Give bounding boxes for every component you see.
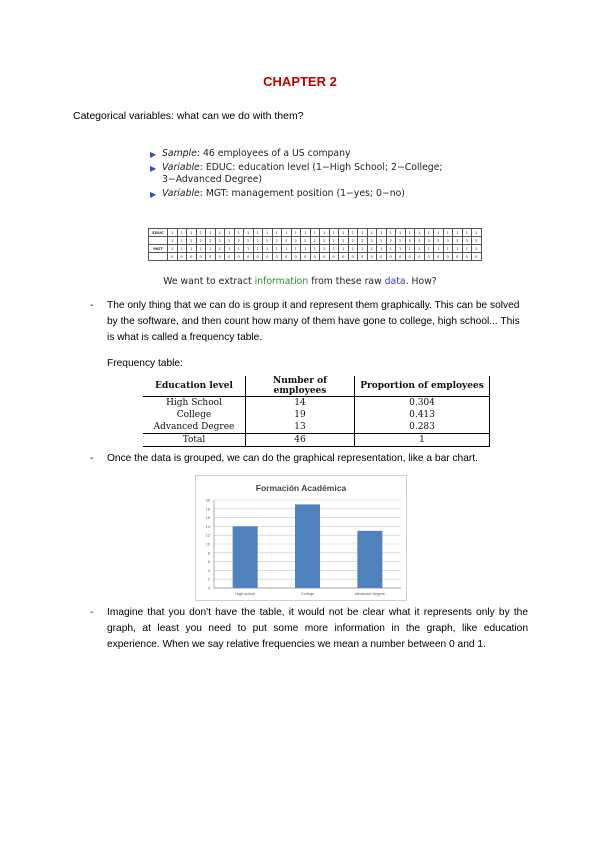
x-tick-label: College [301,592,314,596]
raw-cell: 0 [225,253,235,261]
raw-row-label: MGT [149,245,168,253]
bullet-label: Sample [162,148,197,159]
raw-cell: 1 [225,245,235,253]
raw-cell: 3 [415,237,425,245]
want-pre: We want to extract [163,276,255,287]
x-tick-label: High school [235,592,256,596]
raw-cell: 2 [272,237,282,245]
raw-cell: 0 [462,253,472,261]
raw-cell: 2 [377,237,387,245]
raw-cell: 0 [206,253,216,261]
bullet-triangle-icon: ▶ [150,150,157,159]
freq-cell: 0.283 [409,422,435,432]
freq-cell: 46 [246,434,355,447]
raw-cell: 2 [263,237,273,245]
raw-cell: 1 [443,245,453,253]
raw-cell: 1 [424,229,434,237]
want-information: information [254,276,309,287]
chapter-title: CHAPTER 2 [263,74,337,89]
raw-cell: 1 [187,245,197,253]
y-tick-label: 14 [205,524,210,529]
raw-cell: 0 [424,253,434,261]
raw-cell: 0 [301,253,311,261]
freq-cell: Total [143,434,246,447]
freq-header: Education level [143,376,246,397]
bullet-sample [150,148,470,160]
bullet-text: : EDUC: education level (1−High School; 2−College; [199,162,443,173]
raw-cell: 1 [339,229,349,237]
raw-cell: 0 [196,253,206,261]
frequency-table-label: Frequency table: [107,358,183,369]
raw-cell: 1 [405,245,415,253]
raw-cell: 1 [367,245,377,253]
freq-cell: 0.413 [409,410,435,420]
want-mid: from these raw [308,276,385,287]
raw-cell: 0 [386,253,396,261]
freq-cell: 13 [246,421,355,434]
raw-cell: 1 [386,245,396,253]
freq-header: Number of employees [246,376,355,397]
raw-cell: 0 [405,253,415,261]
raw-cell: 3 [443,237,453,245]
paragraph-text: The only thing that we can do is group it and represent them graphically. This can be solved by the software, and then count how many of them have gone to college, high school... This is what is called a frequency table. [107,300,520,343]
raw-cell: 0 [339,253,349,261]
bullet-text: : 46 employees of a US company [196,148,351,159]
raw-cell: 1 [253,245,263,253]
raw-cell: 0 [367,253,377,261]
raw-cell: 1 [263,229,273,237]
raw-cell: 1 [424,245,434,253]
freq-cell: 19 [246,409,355,421]
bullet-variable-educ [150,162,470,186]
raw-cell: 1 [472,229,482,237]
raw-cell: 2 [386,237,396,245]
y-tick-label: 0 [207,586,210,591]
freq-row [143,421,490,434]
raw-cell: 1 [386,229,396,237]
intro-question: Categorical variables: what can we do with them? [73,110,304,122]
x-tick-label: Advanced Degree [354,592,386,596]
raw-cell: 1 [320,245,330,253]
raw-cell: 0 [377,253,387,261]
bar-chart [195,475,407,601]
paragraph-imagine [90,605,528,653]
raw-cell: 1 [206,245,216,253]
raw-cell: 3 [472,237,482,245]
want-post: . How? [405,276,437,287]
raw-cell: 1 [462,229,472,237]
dash-marker: - [90,453,94,464]
raw-cell: 3 [462,237,472,245]
paragraph-graphical [90,451,528,467]
raw-row-label [149,237,168,245]
raw-cell: 0 [329,253,339,261]
raw-cell: 0 [310,253,320,261]
raw-cell: 3 [434,237,444,245]
raw-cell: 1 [177,229,187,237]
raw-cell: 1 [291,245,301,253]
raw-cell: 1 [358,229,368,237]
freq-header: Proportion of employees [355,376,490,397]
bar [295,504,320,588]
raw-cell: 0 [434,253,444,261]
raw-cell: 1 [263,245,273,253]
raw-row-label: EDUC [149,229,168,237]
dash-marker: - [90,300,94,311]
raw-cell: 1 [310,229,320,237]
raw-cell: 1 [367,229,377,237]
raw-cell: 1 [329,245,339,253]
raw-cell: 2 [320,237,330,245]
y-tick-label: 2 [207,577,210,582]
raw-cell: 0 [177,253,187,261]
freq-row [143,397,490,410]
freq-cell: High School [143,397,246,410]
raw-cell: 2 [310,237,320,245]
bullet-text-cont: 3−Advanced Degree) [162,174,263,185]
raw-cell: 0 [358,253,368,261]
raw-cell: 0 [168,253,178,261]
raw-cell: 2 [396,237,406,245]
raw-cell: 0 [282,253,292,261]
raw-cell: 2 [291,237,301,245]
raw-cell: 0 [291,253,301,261]
slide-bullets [150,148,470,202]
raw-cell: 1 [253,229,263,237]
raw-cell: 0 [348,253,358,261]
raw-cell: 0 [253,253,263,261]
raw-cell: 0 [272,253,282,261]
raw-cell: 3 [453,237,463,245]
freq-total-row [143,434,490,447]
raw-cell: 1 [168,245,178,253]
raw-cell: 1 [234,245,244,253]
bullet-triangle-icon: ▶ [150,164,157,173]
chart-title: Formación Académica [255,483,347,493]
raw-cell: 0 [187,253,197,261]
raw-cell: 1 [348,245,358,253]
raw-cell: 1 [196,229,206,237]
bullet-text: : MGT: management position (1−yes; 0−no) [199,188,405,199]
freq-header-row [143,376,490,397]
bullet-label: Variable [162,188,200,199]
raw-cell: 3 [424,237,434,245]
raw-cell: 1 [272,245,282,253]
raw-cell: 2 [196,237,206,245]
raw-cell: 2 [329,237,339,245]
paragraph-grouping [90,298,528,346]
freq-cell: 1 [355,434,490,447]
y-tick-label: 4 [207,568,210,573]
raw-cell: 1 [434,229,444,237]
raw-cell: 1 [462,245,472,253]
raw-cell: 1 [453,229,463,237]
raw-cell: 0 [234,253,244,261]
y-tick-label: 20 [205,498,210,503]
raw-cell: 1 [187,229,197,237]
slide-question [0,276,600,287]
raw-cell: 2 [215,237,225,245]
raw-cell: 1 [443,229,453,237]
raw-cell: 0 [443,253,453,261]
freq-cell: Advanced Degree [143,421,246,434]
raw-cell: 1 [301,229,311,237]
raw-cell: 0 [215,253,225,261]
raw-row [149,253,482,261]
raw-row [149,237,482,245]
y-tick-label: 12 [205,533,210,538]
raw-cell: 2 [348,237,358,245]
raw-cell: 2 [225,237,235,245]
raw-cell: 1 [177,245,187,253]
bar [233,526,258,588]
raw-cell: 1 [282,229,292,237]
raw-cell: 1 [377,245,387,253]
raw-cell: 1 [177,237,187,245]
raw-cell: 1 [168,229,178,237]
raw-cell: 2 [234,237,244,245]
raw-cell: 2 [339,237,349,245]
raw-cell: 1 [358,245,368,253]
raw-cell: 0 [244,253,254,261]
raw-cell: 1 [329,229,339,237]
raw-cell: 1 [234,229,244,237]
raw-cell: 1 [272,229,282,237]
raw-cell: 1 [339,245,349,253]
raw-cell: 1 [434,245,444,253]
raw-cell: 0 [263,253,273,261]
raw-cell: 0 [472,253,482,261]
raw-cell: 0 [320,253,330,261]
raw-cell: 1 [301,245,311,253]
y-tick-label: 16 [205,516,210,521]
want-data: data [384,276,406,287]
raw-cell: 1 [348,229,358,237]
raw-cell: 2 [244,237,254,245]
freq-cell: College [143,409,246,421]
raw-cell: 1 [415,245,425,253]
y-tick-label: 8 [207,551,210,556]
raw-cell: 0 [415,253,425,261]
raw-cell: 1 [215,229,225,237]
paragraph-text: Imagine that you don't have the table, it would not be clear what it represents only by the graph, at least you need to put some more information in the graph, like education experience. When we say relative frequencies we mean a number between 0 and 1. [107,607,528,650]
raw-cell: 2 [358,237,368,245]
raw-cell: 1 [225,229,235,237]
y-tick-label: 6 [207,560,210,565]
raw-cell: 1 [244,229,254,237]
freq-cell: 14 [246,397,355,410]
bullet-triangle-icon: ▶ [150,190,157,199]
raw-cell: 1 [320,229,330,237]
y-tick-label: 10 [205,542,210,547]
bar-chart-svg [196,476,406,600]
raw-cell: 1 [196,245,206,253]
raw-cell: 1 [472,245,482,253]
bullet-label: Variable [162,162,200,173]
raw-cell: 3 [405,237,415,245]
y-tick-label: 18 [205,507,210,512]
bullet-variable-mgt [150,188,470,200]
raw-cell: 1 [415,229,425,237]
raw-cell: 1 [282,245,292,253]
raw-cell: 1 [405,229,415,237]
raw-cell: 1 [377,229,387,237]
raw-cell: 2 [206,237,216,245]
raw-row-label [149,253,168,261]
raw-cell: 1 [396,245,406,253]
raw-row [149,229,482,237]
frequency-table [143,376,490,447]
raw-cell: 1 [453,245,463,253]
paragraph-text: Once the data is grouped, we can do the graphical representation, like a bar chart. [107,453,478,464]
bar [357,531,382,588]
freq-row [143,409,490,421]
raw-cell: 1 [215,245,225,253]
raw-cell: 0 [453,253,463,261]
raw-cell: 2 [253,237,263,245]
raw-cell: 2 [301,237,311,245]
raw-cell: 1 [244,245,254,253]
dash-marker: - [90,607,94,618]
raw-cell: 1 [168,237,178,245]
raw-cell: 1 [206,229,216,237]
raw-cell: 0 [396,253,406,261]
raw-cell: 2 [282,237,292,245]
freq-cell: 0.304 [409,398,435,408]
raw-cell: 2 [367,237,377,245]
raw-row [149,245,482,253]
raw-cell: 1 [396,229,406,237]
raw-cell: 1 [291,229,301,237]
raw-cell: 2 [187,237,197,245]
raw-cell: 1 [310,245,320,253]
raw-data-table [148,228,482,261]
